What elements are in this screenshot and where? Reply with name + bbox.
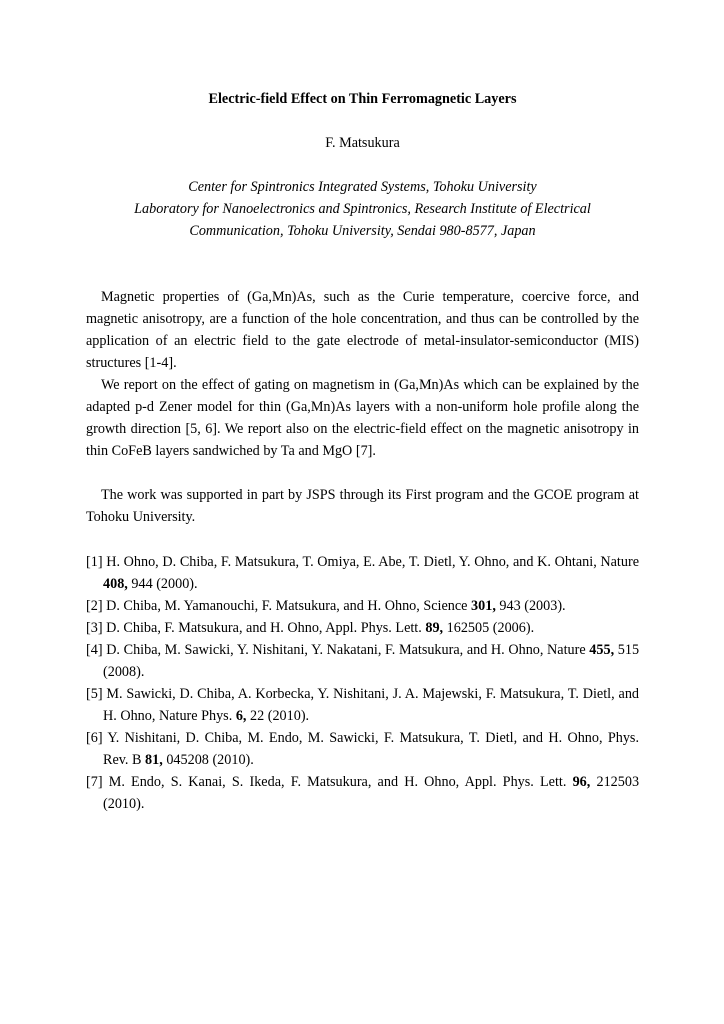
reference-volume: 455,	[589, 642, 615, 658]
reference-volume: 408,	[103, 576, 128, 592]
acknowledgment-paragraph: The work was supported in part by JSPS through its First program and the GCOE program at Tohoku University.	[86, 487, 639, 525]
reference-pages-year: 943 (2003).	[499, 598, 566, 614]
reference-pages-year: 515 (2008).	[103, 642, 640, 680]
reference-item	[86, 771, 639, 815]
reference-pages-year: 944 (2000).	[131, 576, 198, 592]
reference-text: D. Chiba, M. Yamanouchi, F. Matsukura, and H. Ohno, Science	[106, 598, 468, 614]
reference-pages-year: 22 (2010).	[250, 708, 310, 724]
reference-volume: 96,	[572, 774, 591, 790]
affiliation-line: Laboratory for Nanoelectronics and Spintronics, Research Institute of Electrical	[134, 201, 591, 217]
reference-number: [2]	[86, 598, 103, 614]
reference-text: M. Sawicki, D. Chiba, A. Korbecka, Y. Nishitani, J. A. Majewski, F. Matsukura, T. Dietl, and H. Ohno, Nature Phys.	[103, 686, 640, 724]
reference-list	[86, 551, 639, 815]
affiliation-block	[86, 176, 639, 242]
reference-item	[86, 683, 639, 727]
reference-pages-year: 045208 (2010).	[166, 752, 254, 768]
reference-volume: 81,	[145, 752, 163, 768]
author-name: F. Matsukura	[325, 135, 400, 151]
paper-title: Electric-field Effect on Thin Ferromagnetic Layers	[208, 91, 517, 107]
reference-volume: 6,	[235, 708, 247, 724]
reference-number: [5]	[86, 686, 103, 702]
abstract-paragraph: We report on the effect of gating on magnetism in (Ga,Mn)As which can be explained by the adapted p-d Zener model for thin (Ga,Mn)As layers with a non-uniform hole profile along the growth direction [5, 6]. We report also on the electric-field effect on the magnetic anisotropy in thin CoFeB layers sandwiched by Ta and MgO [7].	[86, 377, 639, 459]
reference-item	[86, 727, 639, 771]
reference-number: [7]	[86, 774, 103, 790]
reference-number: [1]	[86, 554, 103, 570]
reference-volume: 89,	[425, 620, 444, 636]
reference-text: D. Chiba, M. Sawicki, Y. Nishitani, Y. Nakatani, F. Matsukura, and H. Ohno, Nature	[106, 642, 586, 658]
reference-number: [3]	[86, 620, 103, 636]
reference-text: Y. Nishitani, D. Chiba, M. Endo, M. Sawicki, F. Matsukura, T. Dietl, and H. Ohno, Phys. Rev. B	[103, 730, 639, 768]
reference-item	[86, 639, 639, 683]
reference-number: [4]	[86, 642, 103, 658]
reference-number: [6]	[86, 730, 103, 746]
reference-volume: 301,	[471, 598, 496, 614]
reference-text: M. Endo, S. Kanai, S. Ikeda, F. Matsukura, and H. Ohno, Appl. Phys. Lett.	[108, 774, 567, 790]
abstract-body	[86, 286, 639, 528]
reference-item	[86, 551, 639, 595]
reference-item	[86, 617, 639, 639]
affiliation-line: Communication, Tohoku University, Sendai 980-8577, Japan	[189, 223, 536, 239]
reference-item	[86, 595, 639, 617]
reference-text: H. Ohno, D. Chiba, F. Matsukura, T. Omiya, E. Abe, T. Dietl, Y. Ohno, and K. Ohtani, Nature	[106, 554, 639, 570]
reference-pages-year: 212503 (2010).	[103, 774, 640, 812]
abstract-paragraph: Magnetic properties of (Ga,Mn)As, such as the Curie temperature, coercive force, and magnetic anisotropy, are a function of the hole concentration, and thus can be controlled by the application of an electric field to the gate electrode of metal-insulator-semiconductor (MIS) structures [1-4].	[86, 289, 639, 371]
affiliation-line: Center for Spintronics Integrated Systems, Tohoku University	[188, 179, 537, 195]
reference-text: D. Chiba, F. Matsukura, and H. Ohno, Appl. Phys. Lett.	[106, 620, 422, 636]
reference-pages-year: 162505 (2006).	[446, 620, 535, 636]
